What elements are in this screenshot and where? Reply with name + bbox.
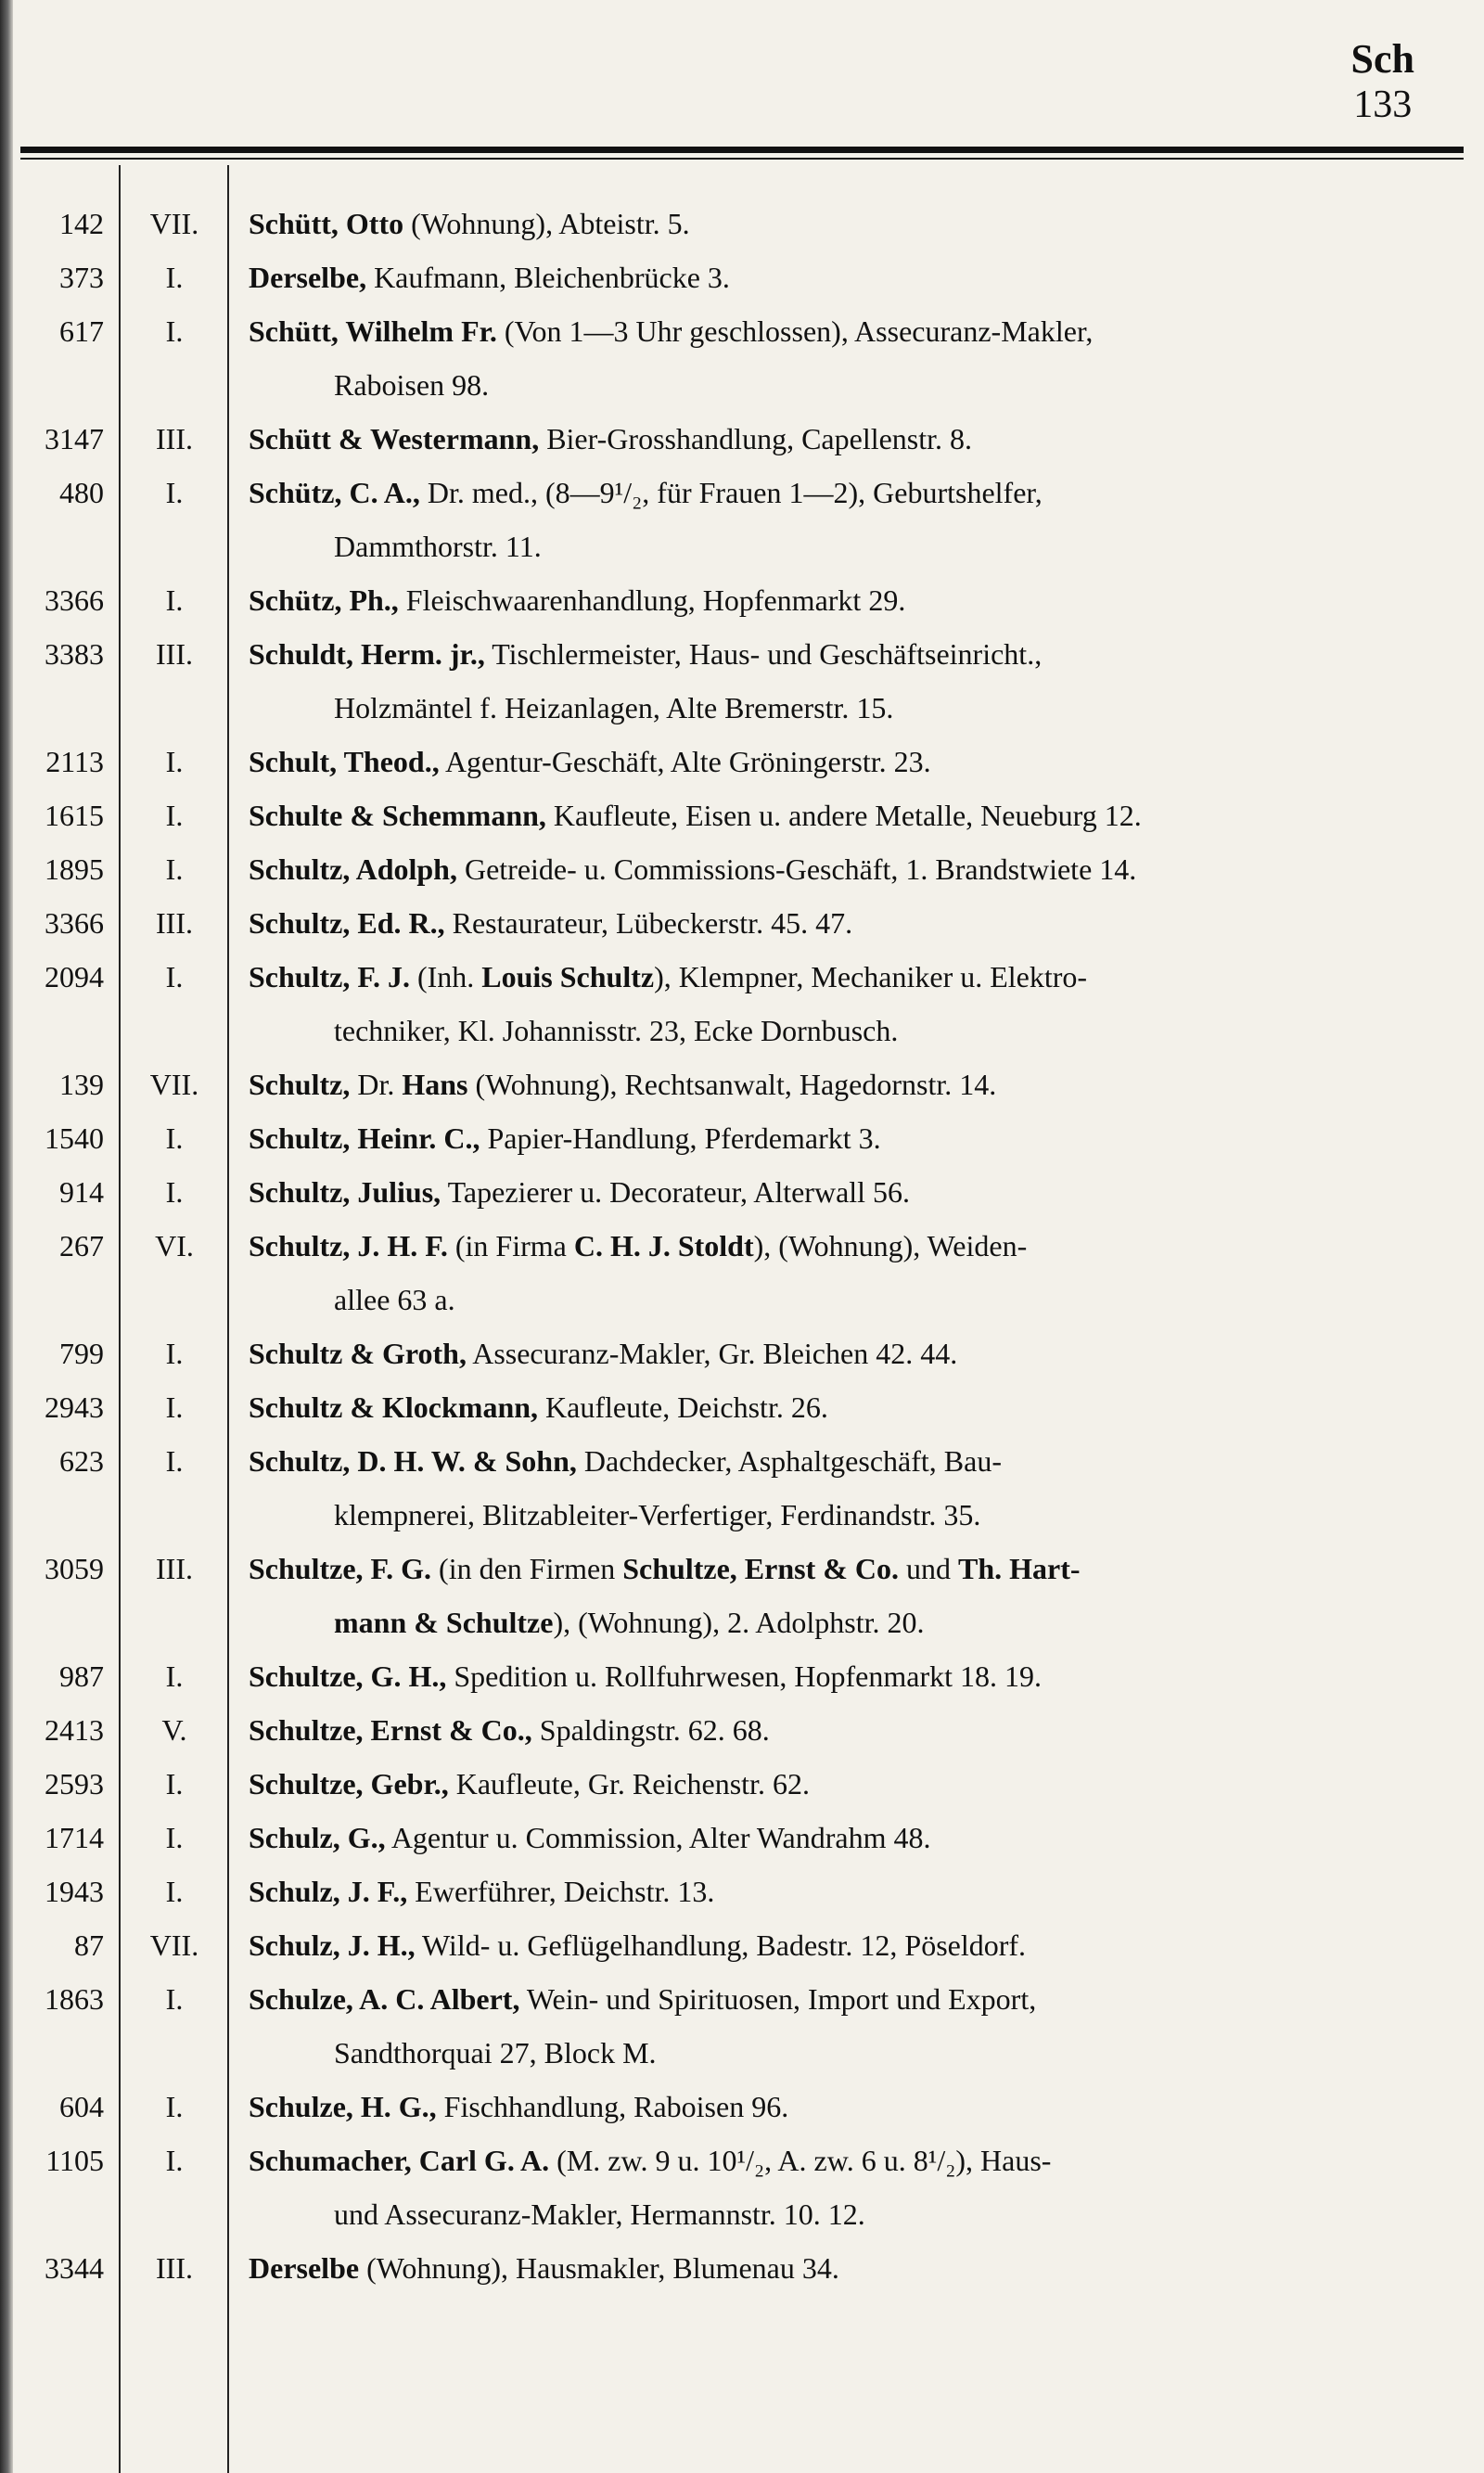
entry-name-bold: Schulze, A. C. Albert,: [249, 1982, 520, 2016]
entry-line: [0, 1542, 1447, 1595]
entry-detail: Dachdecker, Asphaltgeschäft, Bau-: [576, 1444, 1002, 1478]
entry-text: [334, 1488, 1447, 1542]
telephone-number: 3383: [45, 637, 104, 671]
entry-text: [249, 627, 1447, 681]
entry-text: [249, 735, 1447, 788]
directory-entry: [0, 2133, 1447, 2241]
entry-text: [249, 1649, 1447, 1703]
exchange-class: I.: [165, 852, 184, 886]
entry-line: [0, 1918, 1447, 1972]
entry-detail: Ewerführer, Deichstr. 13.: [407, 1875, 715, 1908]
page-header: [1350, 36, 1414, 126]
entry-detail: Agentur-Geschäft, Alte Gröningerstr. 23.: [439, 745, 931, 778]
entry-name-bold: Hans: [402, 1068, 468, 1101]
entry-name-bold: Schuldt, Herm. jr.,: [249, 637, 485, 671]
exchange-class: I.: [165, 1875, 184, 1908]
entry-detail: Dammthorstr. 11.: [334, 530, 542, 563]
entry-text: [249, 788, 1447, 842]
telephone-number: 987: [59, 1659, 104, 1693]
entry-detail: Wild- u. Geflügelhandlung, Badestr. 12, Pöseldorf.: [415, 1928, 1027, 1962]
entry-name-bold: Schütt, Otto: [249, 207, 404, 240]
entry-continuation-line: [0, 681, 1447, 735]
telephone-number: 617: [59, 314, 104, 348]
directory-entry: [0, 1703, 1447, 1757]
directory-entry: [0, 2080, 1447, 2133]
entry-text: [249, 2241, 1447, 2295]
exchange-class: I.: [165, 2144, 184, 2177]
entry-name-bold: Schultz, Adolph,: [249, 852, 457, 886]
entry-text: [249, 412, 1447, 466]
section-abbreviation: Sch: [1350, 36, 1414, 82]
entry-line: [0, 950, 1447, 1004]
telephone-number: 3366: [45, 906, 104, 940]
entry-text: [334, 358, 1447, 412]
exchange-class: I.: [165, 1659, 184, 1693]
entry-continuation-line: [0, 519, 1447, 573]
directory-entry: [0, 1918, 1447, 1972]
telephone-number: 87: [74, 1928, 104, 1962]
entry-name-bold: Schütt, Wilhelm Fr.: [249, 314, 497, 348]
directory-entry: [0, 1757, 1447, 1811]
entry-detail: (Von 1—3 Uhr geschlossen), Assecuranz-Makler,: [496, 314, 1094, 348]
directory-entry: [0, 197, 1447, 250]
entry-continuation-line: [0, 1595, 1447, 1649]
telephone-number: 2943: [45, 1390, 104, 1424]
entry-name-bold: Schultz,: [249, 1068, 351, 1101]
entry-name-bold: Schultze, Gebr.,: [249, 1767, 449, 1800]
entry-name-bold: Schütz, C. A.,: [249, 476, 420, 509]
entry-text: [249, 1972, 1447, 2026]
directory-entry: [0, 1542, 1447, 1649]
telephone-number: 2113: [45, 745, 104, 778]
entry-line: [0, 1864, 1447, 1918]
exchange-class: III.: [156, 906, 193, 940]
entry-line: [0, 1219, 1447, 1273]
entry-detail: Kaufleute, Deichstr. 26.: [538, 1390, 828, 1424]
directory-entry: [0, 788, 1447, 842]
directory-entry: [0, 1972, 1447, 2080]
entry-line: [0, 304, 1447, 358]
header-rule-thick: [20, 147, 1464, 153]
directory-entry: [0, 1380, 1447, 1434]
exchange-class: I.: [165, 2090, 184, 2123]
entry-detail: Kaufmann, Bleichenbrücke 3.: [366, 261, 730, 294]
exchange-class: I.: [165, 261, 184, 294]
entry-line: [0, 1057, 1447, 1111]
telephone-number: 2413: [45, 1713, 104, 1747]
entry-detail: (Wohnung), Abteistr. 5.: [403, 207, 690, 240]
entry-detail: Spedition u. Rollfuhrwesen, Hopfenmarkt 18. 19.: [446, 1659, 1043, 1693]
entry-detail: Bier-Grosshandlung, Capellenstr. 8.: [539, 422, 973, 455]
entry-detail: Dr. med., (8—9¹/₂, für Frauen 1—2), Geburtshelfer,: [419, 476, 1043, 509]
exchange-class: I.: [165, 1390, 184, 1424]
entry-line: [0, 2080, 1447, 2133]
entry-continuation-line: [0, 1004, 1447, 1057]
telephone-number: 267: [59, 1229, 104, 1262]
entry-name-bold: Schultze, Ernst & Co.: [622, 1552, 899, 1585]
entry-detail: Kaufleute, Eisen u. andere Metalle, Neueburg 12.: [545, 799, 1142, 832]
directory-entry: [0, 1219, 1447, 1326]
entry-detail: Papier-Handlung, Pferdemarkt 3.: [480, 1121, 881, 1155]
entry-continuation-line: [0, 2026, 1447, 2080]
directory-entry: [0, 466, 1447, 573]
entry-name-bold: Schütt & Westermann,: [249, 422, 540, 455]
telephone-number: 914: [59, 1175, 104, 1209]
entry-text: [334, 1595, 1447, 1649]
directory-entry: [0, 412, 1447, 466]
entry-text: [334, 519, 1447, 573]
exchange-class: VII.: [149, 1928, 199, 1962]
exchange-class: I.: [165, 476, 184, 509]
exchange-class: VI.: [155, 1229, 194, 1262]
entry-detail: ), Klempner, Mechaniker u. Elektro-: [654, 960, 1088, 993]
exchange-class: III.: [156, 422, 193, 455]
telephone-number: 1714: [45, 1821, 104, 1854]
directory-entry: [0, 1057, 1447, 1111]
entry-line: [0, 573, 1447, 627]
directory-entry: [0, 1864, 1447, 1918]
telephone-number: 799: [59, 1337, 104, 1370]
entry-detail: (in Firma: [447, 1229, 574, 1262]
telephone-number: 623: [59, 1444, 104, 1478]
entry-text: [249, 1811, 1447, 1864]
telephone-number: 1540: [45, 1121, 104, 1155]
page-number: 133: [1353, 83, 1413, 126]
exchange-class: I.: [165, 1767, 184, 1800]
entry-detail: Sandthorquai 27, Block M.: [334, 2036, 657, 2069]
entry-name-bold: Schulz, J. H.,: [249, 1928, 416, 1962]
entry-name-bold: Schultz, J. H. F.: [249, 1229, 448, 1262]
directory-entry: [0, 2241, 1447, 2295]
entry-text: [249, 842, 1447, 896]
telephone-number: 2094: [45, 960, 104, 993]
entry-text: [249, 304, 1447, 358]
exchange-class: I.: [165, 745, 184, 778]
entry-text: [249, 1918, 1447, 1972]
entry-name-bold: Derselbe,: [249, 261, 367, 294]
entry-text: [249, 2080, 1447, 2133]
directory-listing: [0, 197, 1447, 2295]
entry-name-bold: mann & Schultze: [334, 1606, 554, 1639]
entry-name-bold: Schulze, H. G.,: [249, 2090, 437, 2123]
exchange-class: I.: [165, 1444, 184, 1478]
telephone-number: 3059: [45, 1552, 104, 1585]
entry-line: [0, 842, 1447, 896]
entry-name-bold: Schultze, Ernst & Co.,: [249, 1713, 532, 1747]
entry-name-bold: Schumacher, Carl G. A.: [249, 2144, 550, 2177]
entry-continuation-line: [0, 1273, 1447, 1326]
entry-detail: Getreide- u. Commissions-Geschäft, 1. Brandstwiete 14.: [456, 852, 1137, 886]
entry-text: [334, 2026, 1447, 2080]
entry-line: [0, 2133, 1447, 2187]
entry-name-bold: Th. Hart-: [958, 1552, 1081, 1585]
entry-line: [0, 1434, 1447, 1488]
entry-continuation-line: [0, 1488, 1447, 1542]
directory-entry: [0, 304, 1447, 412]
directory-entry: [0, 1111, 1447, 1165]
entry-line: [0, 1703, 1447, 1757]
exchange-class: I.: [165, 1337, 184, 1370]
directory-entry: [0, 1165, 1447, 1219]
entry-detail: Agentur u. Commission, Alter Wandrahm 48.: [385, 1821, 931, 1854]
entry-detail: allee 63 a.: [334, 1283, 455, 1316]
entry-detail: Wein- und Spirituosen, Import und Export,: [519, 1982, 1037, 2016]
entry-line: [0, 1757, 1447, 1811]
entry-text: [334, 1004, 1447, 1057]
entry-line: [0, 896, 1447, 950]
entry-name-bold: Schütz, Ph.,: [249, 583, 399, 617]
telephone-number: 1943: [45, 1875, 104, 1908]
directory-entry: [0, 573, 1447, 627]
entry-detail: und: [899, 1552, 958, 1585]
entry-name-bold: Schultze, G. H.,: [249, 1659, 447, 1693]
entry-name-bold: Schultz, Julius,: [249, 1175, 441, 1209]
exchange-class: I.: [165, 583, 184, 617]
exchange-class: I.: [165, 799, 184, 832]
entry-detail: und Assecuranz-Makler, Hermannstr. 10. 12.: [334, 2198, 865, 2231]
entry-line: [0, 1165, 1447, 1219]
exchange-class: I.: [165, 1121, 184, 1155]
entry-text: [249, 896, 1447, 950]
entry-detail: ), (Wohnung), 2. Adolphstr. 20.: [553, 1606, 925, 1639]
entry-text: [249, 1326, 1447, 1380]
exchange-class: III.: [156, 2251, 193, 2285]
entry-text: [249, 1864, 1447, 1918]
exchange-class: I.: [165, 314, 184, 348]
telephone-number: 480: [59, 476, 104, 509]
telephone-number: 373: [59, 261, 104, 294]
entry-detail: Holzmäntel f. Heizanlagen, Alte Bremerstr. 15.: [334, 691, 894, 724]
entry-line: [0, 466, 1447, 519]
entry-detail: Dr.: [350, 1068, 403, 1101]
entry-text: [249, 466, 1447, 519]
entry-detail: Fischhandlung, Raboisen 96.: [436, 2090, 789, 2123]
telephone-number: 604: [59, 2090, 104, 2123]
entry-text: [334, 1273, 1447, 1326]
entry-name-bold: Schulz, G.,: [249, 1821, 386, 1854]
entry-line: [0, 1380, 1447, 1434]
entry-detail: Tapezierer u. Decorateur, Alterwall 56.: [441, 1175, 911, 1209]
entry-text: [334, 681, 1447, 735]
entry-line: [0, 2241, 1447, 2295]
exchange-class: V.: [161, 1713, 187, 1747]
entry-line: [0, 1811, 1447, 1864]
entry-line: [0, 197, 1447, 250]
entry-name-bold: Schultz, Heinr. C.,: [249, 1121, 480, 1155]
entry-text: [249, 1757, 1447, 1811]
entry-text: [249, 1703, 1447, 1757]
entry-text: [249, 950, 1447, 1004]
entry-name-bold: Schultz, D. H. W. & Sohn,: [249, 1444, 577, 1478]
directory-entry: [0, 1326, 1447, 1380]
directory-entry: [0, 950, 1447, 1057]
entry-detail: (M. zw. 9 u. 10¹/₂, A. zw. 6 u. 8¹/₂), Haus-: [549, 2144, 1052, 2177]
entry-detail: Kaufleute, Gr. Reichenstr. 62.: [448, 1767, 810, 1800]
telephone-number: 2593: [45, 1767, 104, 1800]
entry-text: [249, 573, 1447, 627]
entry-name-bold: Schultz & Klockmann,: [249, 1390, 539, 1424]
entry-text: [249, 1057, 1447, 1111]
telephone-number: 1615: [45, 799, 104, 832]
entry-text: [249, 1380, 1447, 1434]
entry-detail: (Wohnung), Rechtsanwalt, Hagedornstr. 14.: [467, 1068, 997, 1101]
telephone-number: 139: [59, 1068, 104, 1101]
entry-line: [0, 1649, 1447, 1703]
entry-name-bold: C. H. J. Stoldt: [573, 1229, 754, 1262]
telephone-number: 1105: [45, 2144, 104, 2177]
entry-name-bold: Schultz, F. J.: [249, 960, 410, 993]
exchange-class: III.: [156, 1552, 193, 1585]
entry-name-bold: Schulz, J. F.,: [249, 1875, 408, 1908]
entry-detail: Assecuranz-Makler, Gr. Bleichen 42. 44.: [466, 1337, 958, 1370]
header-rule-thin: [20, 158, 1464, 160]
entry-line: [0, 735, 1447, 788]
entry-text: [249, 1111, 1447, 1165]
entry-text: [249, 1434, 1447, 1488]
exchange-class: I.: [165, 1175, 184, 1209]
entry-detail: Fleischwaarenhandlung, Hopfenmarkt 29.: [398, 583, 906, 617]
entry-line: [0, 1972, 1447, 2026]
entry-detail: Spaldingstr. 62. 68.: [531, 1713, 770, 1747]
directory-entry: [0, 1434, 1447, 1542]
directory-entry: [0, 1811, 1447, 1864]
directory-entry: [0, 627, 1447, 735]
telephone-number: 3366: [45, 583, 104, 617]
entry-detail: ), (Wohnung), Weiden-: [753, 1229, 1028, 1262]
entry-text: [249, 197, 1447, 250]
directory-entry: [0, 1649, 1447, 1703]
telephone-number: 3147: [45, 422, 104, 455]
entry-line: [0, 250, 1447, 304]
entry-detail: (Inh.: [409, 960, 482, 993]
entry-continuation-line: [0, 358, 1447, 412]
directory-entry: [0, 842, 1447, 896]
entry-name-bold: Schultz, Ed. R.,: [249, 906, 445, 940]
entry-line: [0, 627, 1447, 681]
exchange-class: VII.: [149, 207, 199, 240]
exchange-class: I.: [165, 960, 184, 993]
entry-text: [249, 250, 1447, 304]
entry-line: [0, 412, 1447, 466]
entry-detail: (in den Firmen: [431, 1552, 623, 1585]
entry-text: [334, 2187, 1447, 2241]
entry-name-bold: Derselbe: [249, 2251, 360, 2285]
entry-detail: Raboisen 98.: [334, 368, 490, 402]
telephone-number: 142: [59, 207, 104, 240]
entry-detail: Tischlermeister, Haus- und Geschäftseinricht.,: [484, 637, 1043, 671]
exchange-class: I.: [165, 1821, 184, 1854]
entry-detail: techniker, Kl. Johannisstr. 23, Ecke Dornbusch.: [334, 1014, 899, 1047]
exchange-class: VII.: [149, 1068, 199, 1101]
directory-entry: [0, 735, 1447, 788]
entry-detail: Restaurateur, Lübeckerstr. 45. 47.: [444, 906, 853, 940]
exchange-class: I.: [165, 1982, 184, 2016]
entry-line: [0, 788, 1447, 842]
entry-detail: (Wohnung), Hausmakler, Blumenau 34.: [359, 2251, 839, 2285]
directory-entry: [0, 250, 1447, 304]
entry-line: [0, 1111, 1447, 1165]
entry-name-bold: Schult, Theod.,: [249, 745, 440, 778]
entry-name-bold: Louis Schultz: [481, 960, 655, 993]
entry-name-bold: Schultz & Groth,: [249, 1337, 467, 1370]
exchange-class: III.: [156, 637, 193, 671]
entry-text: [249, 1542, 1447, 1595]
directory-entry: [0, 896, 1447, 950]
entry-continuation-line: [0, 2187, 1447, 2241]
entry-text: [249, 1165, 1447, 1219]
telephone-number: 1863: [45, 1982, 104, 2016]
entry-detail: klempnerei, Blitzableiter-Verfertiger, Ferdinandstr. 35.: [334, 1498, 981, 1531]
entry-name-bold: Schulte & Schemmann,: [249, 799, 546, 832]
entry-text: [249, 2133, 1447, 2187]
entry-name-bold: Schultze, F. G.: [249, 1552, 432, 1585]
entry-text: [249, 1219, 1447, 1273]
telephone-number: 1895: [45, 852, 104, 886]
telephone-number: 3344: [45, 2251, 104, 2285]
entry-line: [0, 1326, 1447, 1380]
